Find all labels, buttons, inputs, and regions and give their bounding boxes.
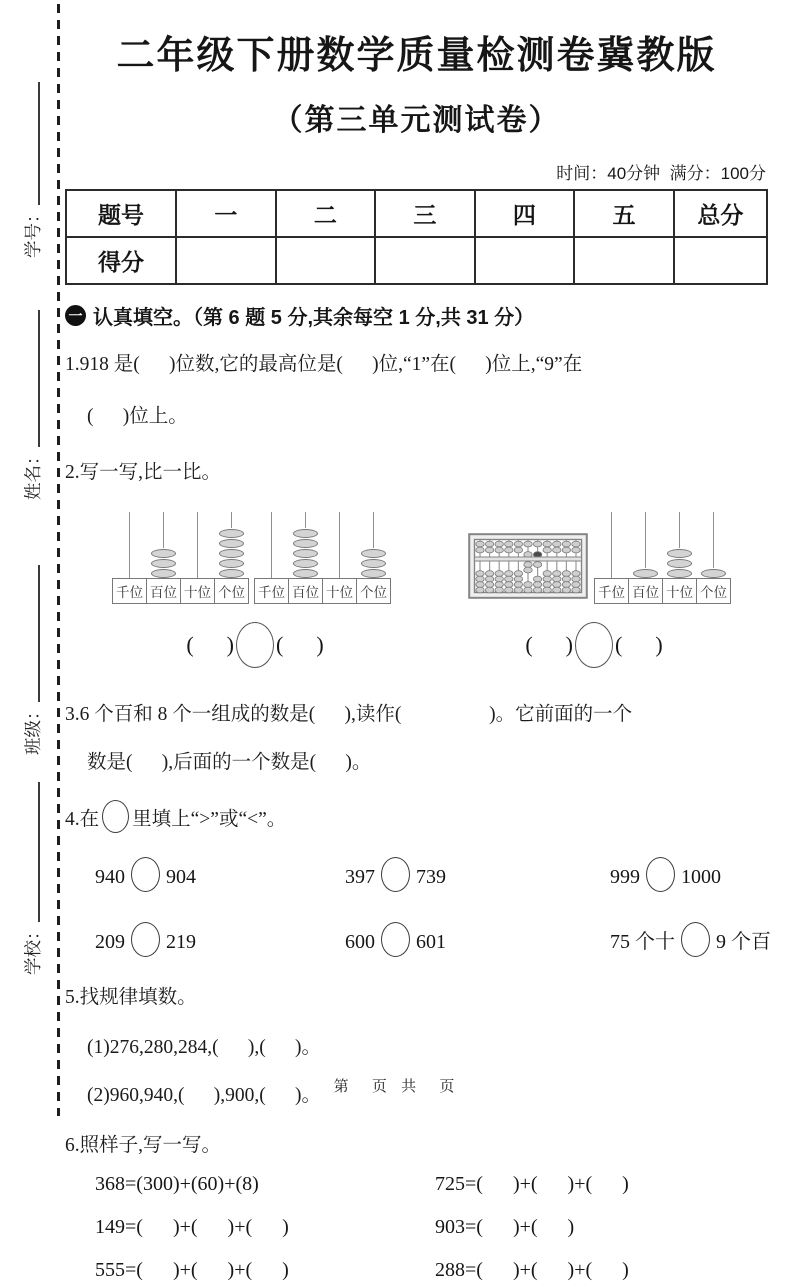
rod-column xyxy=(254,512,289,604)
bead-icon xyxy=(361,559,386,568)
compare-answer-right xyxy=(458,622,730,668)
compare-right: 9 个百 xyxy=(716,931,771,953)
bead-icon xyxy=(633,569,658,578)
compare-item xyxy=(95,922,345,957)
score-blank-cell xyxy=(674,237,767,284)
question-6-items xyxy=(95,1173,768,1282)
time-score-info: 时间：40分钟 满分：100分 xyxy=(556,164,766,183)
answer-blank: ( ) xyxy=(615,632,663,657)
compare-circle xyxy=(646,857,675,892)
sidebar-field-name xyxy=(10,310,54,500)
sidebar-field-school xyxy=(10,782,54,975)
rod-column xyxy=(662,512,697,604)
question-5-label: 5.找规律填数。 xyxy=(65,987,197,1008)
rod-diagram-group-right xyxy=(468,512,730,604)
compare-right: 904 xyxy=(166,866,196,888)
rod-column xyxy=(696,512,731,604)
paper-subtitle: （第三单元测试卷） xyxy=(272,104,561,137)
compare-left: 209 xyxy=(95,931,125,953)
rod-column xyxy=(146,512,181,604)
compare-left: 999 xyxy=(610,866,640,888)
bead-icon xyxy=(293,539,318,548)
score-blank-cell xyxy=(276,237,376,284)
compare-right: 739 xyxy=(416,866,446,888)
abacus-image xyxy=(468,533,588,599)
place-value-label: 十位 xyxy=(322,578,357,604)
bead-icon xyxy=(361,569,386,578)
place-value-label: 千位 xyxy=(112,578,147,604)
question-1-line-2: ( )位上。 xyxy=(87,406,188,427)
answer-blank: ( ) xyxy=(525,632,573,657)
compare-circle xyxy=(131,857,160,892)
decompose-item: 725=( )+( )+( ) xyxy=(435,1173,629,1195)
bead-icon xyxy=(151,569,176,578)
compare-left: 600 xyxy=(345,931,375,953)
rod-diagram-305 xyxy=(112,512,248,604)
score-header-cell: 三 xyxy=(375,190,475,237)
bead-icon xyxy=(667,559,692,568)
answer-blank: ( ) xyxy=(276,632,324,657)
place-value-label: 百位 xyxy=(288,578,323,604)
place-value-label: 十位 xyxy=(180,578,215,604)
score-header-cell: 五 xyxy=(574,190,674,237)
rod-diagram-131 xyxy=(594,512,730,604)
place-value-label: 千位 xyxy=(254,578,289,604)
compare-circle xyxy=(236,622,274,668)
compare-item xyxy=(95,857,345,892)
school-blank-line xyxy=(38,782,40,923)
question-3-line-2: 数是( ),后面的一个数是( )。 xyxy=(87,752,372,773)
answer-blank: ( ) xyxy=(186,632,234,657)
bead-icon xyxy=(667,549,692,558)
bead-icon xyxy=(293,569,318,578)
compare-item xyxy=(610,857,771,892)
decompose-item: 368=(300)+(60)+(8) xyxy=(95,1173,259,1195)
bead-icon xyxy=(219,529,244,538)
question-4-label-post: 里填上“>”或“<”。 xyxy=(132,808,287,830)
question-2-diagrams xyxy=(65,512,768,604)
question-2-label: 2.写一写,比一比。 xyxy=(65,462,222,483)
score-table xyxy=(65,189,768,285)
bead-icon xyxy=(219,559,244,568)
class-label: 班级： xyxy=(22,702,43,755)
rod-diagram-pair-left xyxy=(112,512,390,604)
score-header-cell: 四 xyxy=(475,190,575,237)
rod-column xyxy=(180,512,215,604)
question-2-answer-row xyxy=(65,622,768,668)
class-blank-line xyxy=(38,565,40,703)
place-value-label: 百位 xyxy=(628,578,663,604)
bead-icon xyxy=(293,529,318,538)
compare-item xyxy=(610,922,771,957)
compare-left: 940 xyxy=(95,866,125,888)
compare-left: 75 个十 xyxy=(610,931,675,953)
rod-column xyxy=(594,512,629,604)
binding-dashed-line xyxy=(57,4,60,1116)
bead-icon xyxy=(219,539,244,548)
question-5-line-1: (1)276,280,284,( ),( )。 xyxy=(87,1037,321,1058)
score-header-cell: 一 xyxy=(176,190,276,237)
score-blank-cell xyxy=(475,237,575,284)
compare-right: 219 xyxy=(166,931,196,953)
bead-icon xyxy=(361,549,386,558)
rod-column xyxy=(112,512,147,604)
rod-column xyxy=(356,512,391,604)
score-header-cell: 二 xyxy=(276,190,376,237)
bead-icon xyxy=(219,569,244,578)
fill-circle-icon xyxy=(102,800,129,833)
compare-left: 397 xyxy=(345,866,375,888)
question-1-line-1: 1.918 是( )位数,它的最高位是( )位,“1”在( )位上,“9”在 xyxy=(65,354,583,375)
score-blank-cell xyxy=(574,237,674,284)
score-header-cell: 题号 xyxy=(66,190,176,237)
score-blank-cell xyxy=(375,237,475,284)
place-value-label: 十位 xyxy=(662,578,697,604)
rod-column xyxy=(322,512,357,604)
compare-circle xyxy=(575,622,613,668)
place-value-label: 个位 xyxy=(356,578,391,604)
page-footer: 第 页 共 页 xyxy=(333,1078,460,1095)
score-table-header-row xyxy=(66,190,767,237)
decompose-item: 903=( )+( ) xyxy=(435,1216,575,1238)
compare-circle xyxy=(381,857,410,892)
decompose-item: 288=( )+( )+( ) xyxy=(435,1259,629,1281)
rod-column xyxy=(214,512,249,604)
compare-item xyxy=(345,857,610,892)
section-one-badge-icon: 一 xyxy=(65,305,86,326)
name-label: 姓名： xyxy=(22,447,43,500)
rod-column xyxy=(288,512,323,604)
bead-icon xyxy=(219,549,244,558)
compare-circle xyxy=(381,922,410,957)
student-number-blank-line xyxy=(38,82,40,206)
compare-item xyxy=(345,922,610,957)
score-row-label: 得分 xyxy=(66,237,176,284)
bead-icon xyxy=(293,549,318,558)
place-value-label: 百位 xyxy=(146,578,181,604)
question-4-label xyxy=(65,800,768,833)
bead-icon xyxy=(701,569,726,578)
compare-right: 1000 xyxy=(681,866,721,888)
question-4-label-pre: 4.在 xyxy=(65,808,100,830)
student-number-label: 学号： xyxy=(22,205,43,258)
score-table-score-row xyxy=(66,237,767,284)
bead-icon xyxy=(667,569,692,578)
question-4-items xyxy=(95,857,771,957)
question-5-line-2: (2)960,940,( ),900,( )。 xyxy=(87,1085,321,1106)
compare-right: 601 xyxy=(416,931,446,953)
compare-answer-left xyxy=(112,622,398,668)
question-6-label: 6.照样子,写一写。 xyxy=(65,1135,222,1156)
compare-circle xyxy=(131,922,160,957)
section-one-heading xyxy=(65,301,768,330)
abacus-wrap xyxy=(468,533,588,604)
question-3-line-1: 3.6 个百和 8 个一组成的数是( ),读作( )。它前面的一个 xyxy=(65,704,633,725)
place-value-label: 个位 xyxy=(214,578,249,604)
score-blank-cell xyxy=(176,237,276,284)
bead-icon xyxy=(151,559,176,568)
bead-icon xyxy=(293,559,318,568)
section-one-title: 认真填空。（第 6 题 5 分,其余每空 1 分,共 31 分） xyxy=(93,307,535,329)
score-header-cell: 总分 xyxy=(674,190,767,237)
compare-circle xyxy=(681,922,710,957)
rod-column xyxy=(628,512,663,604)
decompose-item: 149=( )+( )+( ) xyxy=(95,1216,289,1238)
sidebar-field-class xyxy=(10,565,54,755)
bead-icon xyxy=(151,549,176,558)
school-label: 学校： xyxy=(22,922,43,975)
sidebar-field-student-number xyxy=(10,82,54,258)
place-value-label: 个位 xyxy=(696,578,731,604)
paper-title: 二年级下册数学质量检测卷冀教版 xyxy=(116,35,717,77)
name-blank-line xyxy=(38,310,40,448)
decompose-item: 555=( )+( )+( ) xyxy=(95,1259,289,1281)
place-value-label: 千位 xyxy=(594,578,629,604)
rod-diagram-503 xyxy=(254,512,390,604)
